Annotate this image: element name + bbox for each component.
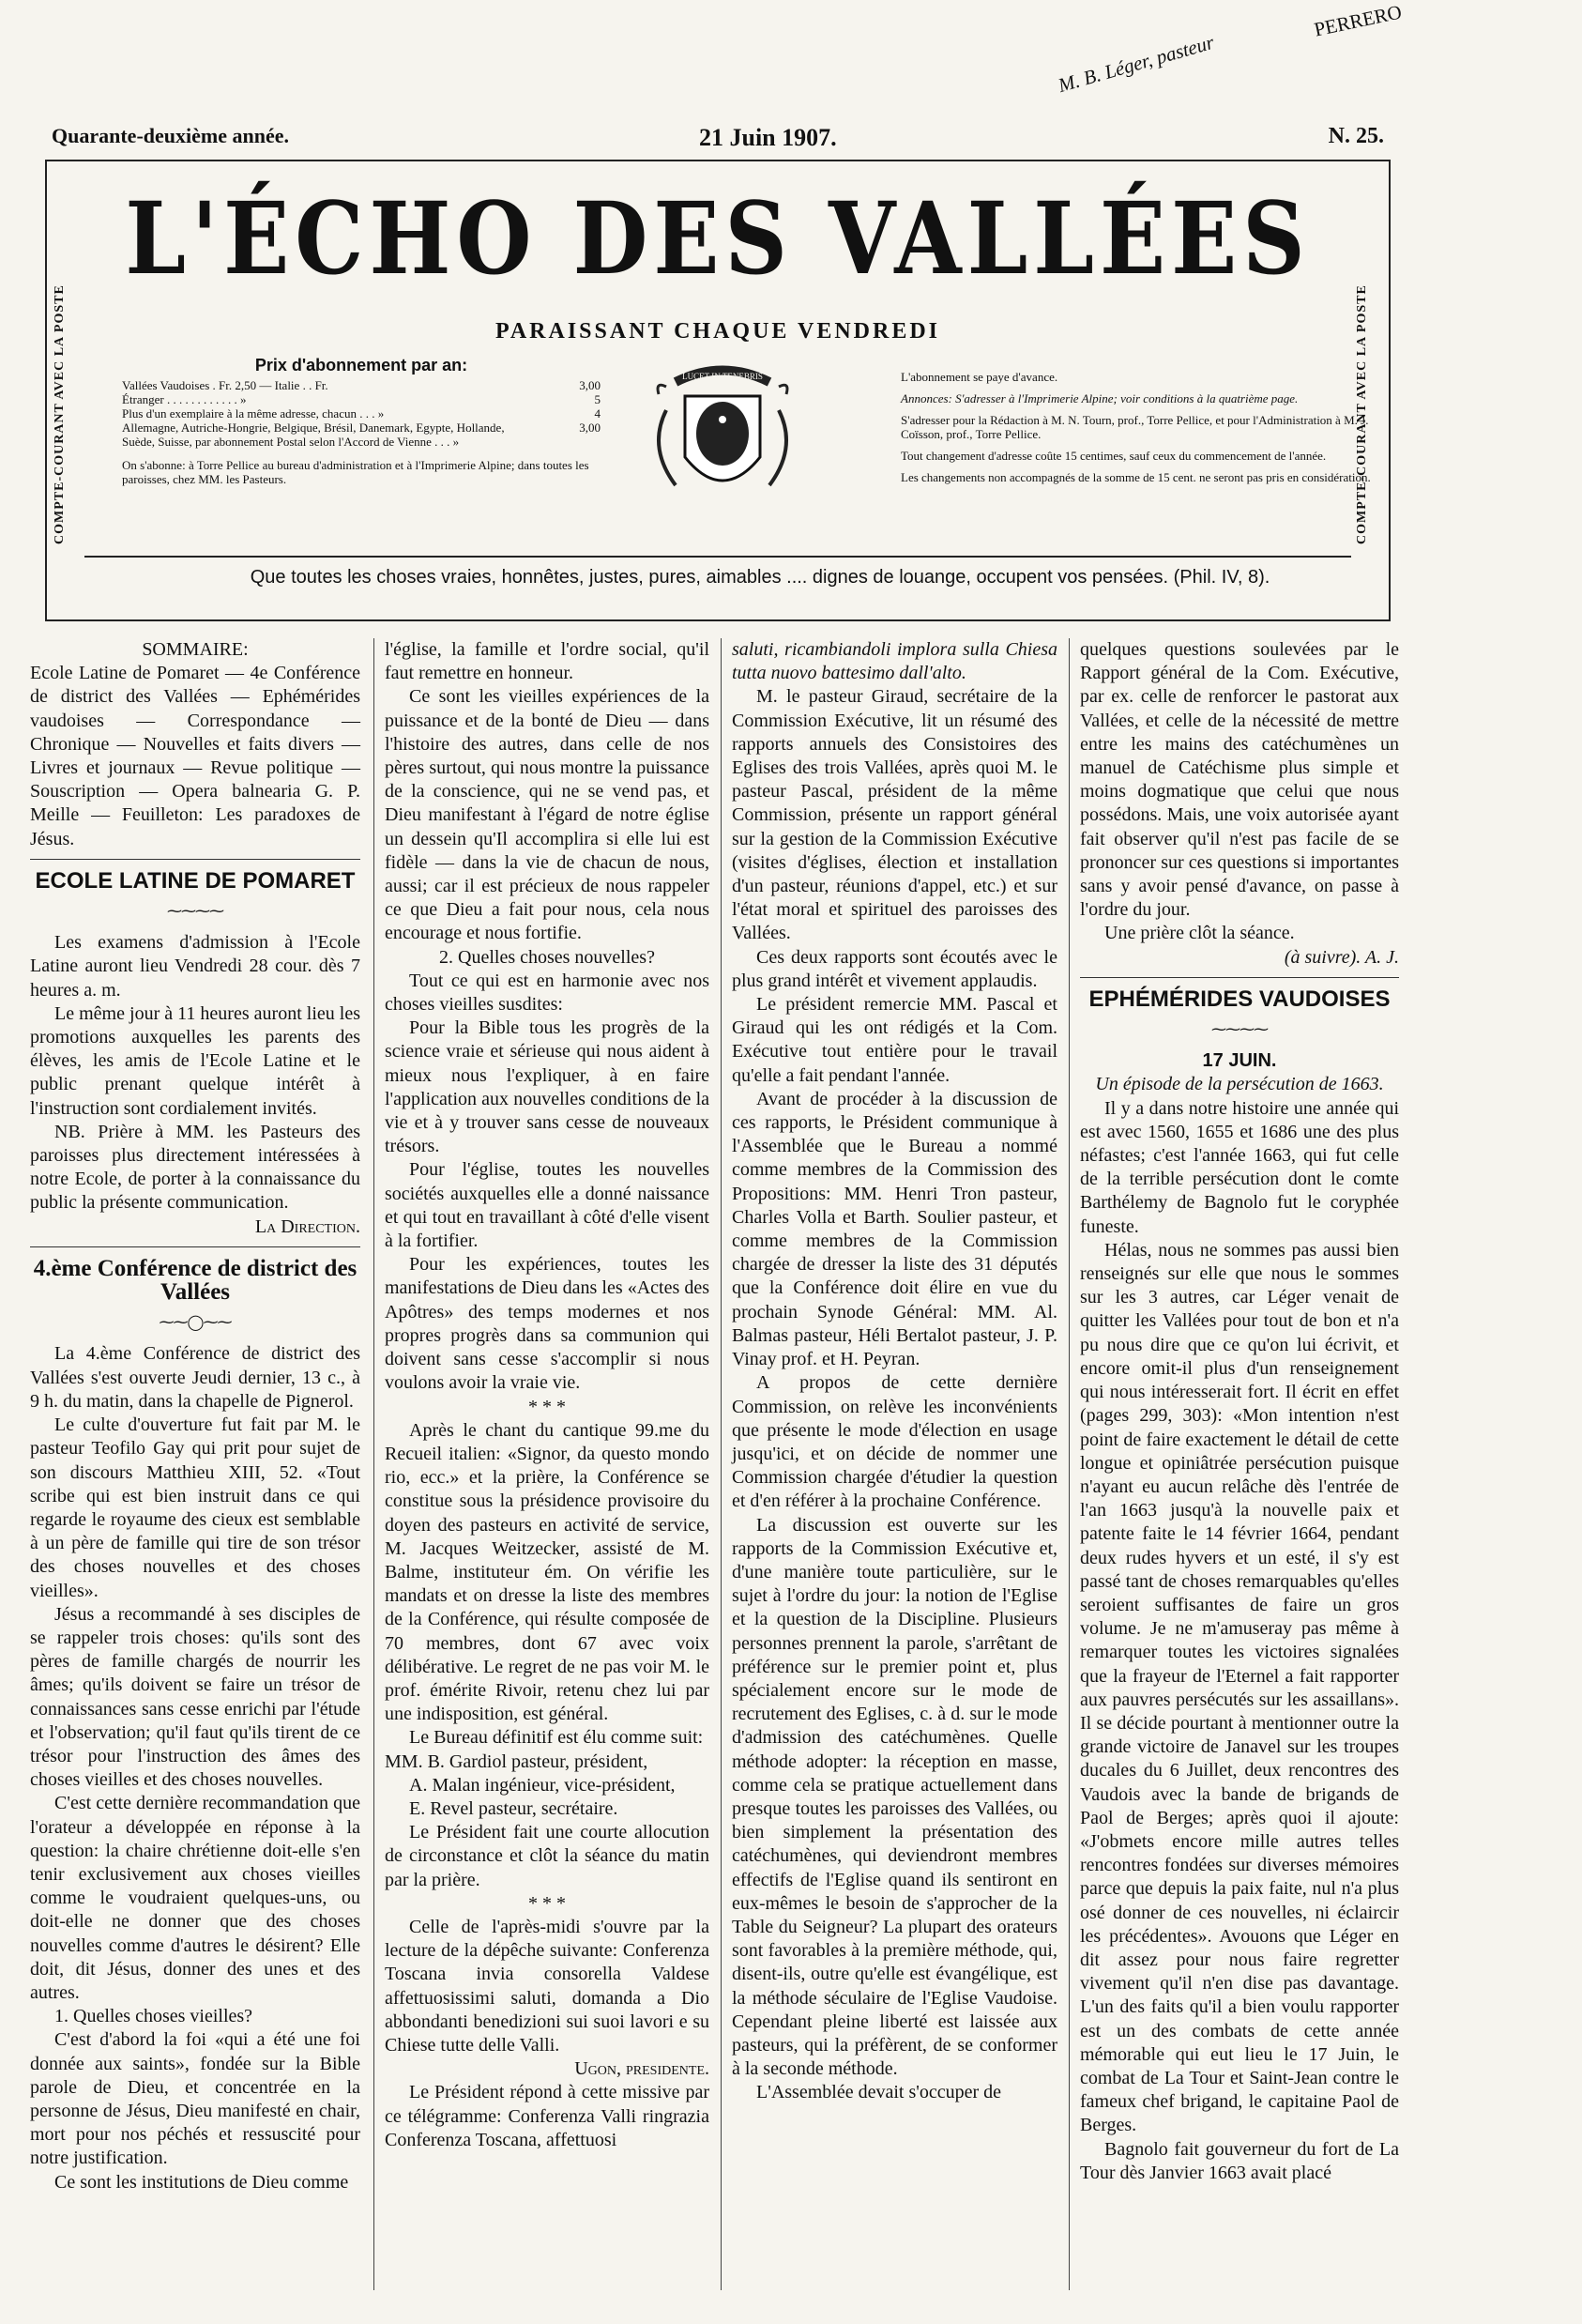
- motto: Que toutes les choses vraies, honnêtes, justes, pures, aimables .... dignes de louange, occupent vos pensées. (Phil. IV, 8).: [250, 567, 1270, 588]
- issue-number: N. 25.: [1328, 124, 1384, 148]
- paragraph: C'est cette dernière recommandation que l'orateur a développée en réponse à la question: la chaire chrétienne doit-elle s'en tenir exclusivement aux choses vieilles comme le voudraient quelques-uns, ou doit-elle ne donner que des choses nouvelles comme d'autres le désirent? Elle doit, dit Jésus, donner des unes et des autres.: [30, 1793, 360, 2003]
- column-2: [385, 638, 709, 2152]
- info-line: L'abonnement se paye d'avance.: [901, 370, 1058, 384]
- ornament: ⁓⁓⁓⁓: [1211, 1022, 1268, 1039]
- paragraph: Le président remercie MM. Pascal et Giraud qui les ont rédigés et la Com. Exécutive tout entière pour le travail qu'elle a fait pendant l'année.: [732, 994, 1057, 1086]
- year-label: Quarante-deuxième année.: [52, 124, 289, 147]
- tagline: PARAISSANT CHAQUE VENDREDI: [494, 319, 941, 344]
- separator-stars: * * *: [528, 1396, 566, 1417]
- column-rule: [721, 638, 722, 2290]
- paragraph: Les examens d'admission à l'Ecole Latine auront lieu Vendredi 28 cour. dès 7 heures a. m.: [30, 932, 360, 1001]
- section-heading: ECOLE LATINE DE POMARET: [35, 867, 356, 894]
- paragraph: Ce sont les institutions de Dieu comme: [54, 2171, 349, 2193]
- paragraph: Jésus a recommandé à ses disciples de se rappeler trois choses: qu'ils sont des pères de famille chargés de nourrir les âmes; qu'ils doivent se faire un trésor de connaissances sans cesse enrichi par l'étude et l'observation; qu'il faut qu'ils tirent de ce trésor pour l'instruction des âmes des choses vieilles et des choses nouvelles.: [30, 1603, 360, 1791]
- price-row: Vallées Vaudoises . Fr. 2,50 — Italie . . Fr. 3,00: [122, 378, 601, 392]
- divider: [1080, 977, 1399, 978]
- bureau-line: MM. B. Gardiol pasteur, président,: [385, 1751, 648, 1772]
- signature: Ugon, presidente.: [574, 2058, 709, 2080]
- column-1: [30, 638, 360, 2194]
- ornament: ⁓⁓⁓⁓: [167, 904, 223, 921]
- ornament: ⁓⁓◯⁓⁓: [159, 1315, 232, 1332]
- bureau-line: E. Revel pasteur, secrétaire.: [409, 1797, 618, 1819]
- newspaper-title: L'ÉCHO DES VALLÉES: [125, 179, 1311, 298]
- price-row: Allemagne, Autriche-Hongrie, Belgique, Brésil, Danemark, Egypte, Hollande, Suède, Suisse, par abonnement Postal selon l'Accord de Vienne . . . » 3,00: [122, 420, 601, 449]
- crest-motto: LUCET IN TENEBRIS: [682, 372, 763, 381]
- side-text-right: COMPTE-COURANT AVEC LA POSTE: [1355, 284, 1369, 545]
- section-heading: EPHÉMÉRIDES VAUDOISES: [1088, 986, 1391, 1012]
- section-heading: 4.ème Conférence de district des Vallées: [33, 1255, 357, 1306]
- paragraph: 2. Quelles choses nouvelles?: [439, 946, 655, 968]
- paragraph: Une prière clôt la séance.: [1104, 923, 1295, 944]
- signature: (à suivre). A. J.: [1284, 946, 1399, 968]
- masthead-box: [45, 160, 1391, 621]
- divider: [84, 556, 1351, 558]
- issue-date: 21 Juin 1907.: [699, 124, 837, 151]
- paragraph: quelques questions soulevées par le Rapport général de la Com. Exécutive, par ex. celle de renforcer le pastorat aux Vallées, et celle de la nécessité de mettre entre les mains des catéchumènes un manuel de Catéchisme plus simple et moins dogmatique que celui que nous possédons. Mais, une voix autorisée ayant fait observer qu'il n'est pas facile de se prononcer sur ces questions si importantes sans y avoir pensé d'avance, on passe à l'ordre du jour.: [1080, 639, 1399, 921]
- bureau-line: A. Malan ingénieur, vice-président,: [409, 1774, 676, 1796]
- paragraph: La discussion est ouverte sur les rapports de la Commission Exécutive et, d'une manière toute particulière, sur le sujet à l'ordre du jour: la notion de l'Eglise et la question de la Discipline. Plusieurs personnes prennent la parole, s'arrêtant de préférence sur le premier point et, plus spécialement encore sur le mode de recrutement des Eglises, c. à d. sur le mode d'admission des catéchumènes. Quelle méthode adopter: la réception en masse, comme cela se pratique actuellement dans presque toutes les paroisses des Vallées, ou bien simplement la présentation des catéchumènes, qui deviendront membres effectifs de l'Eglise quand ils sentiront en eux-mêmes le besoin de s'approcher de la Table du Seigneur? La plupart des orateurs sont favorables à la première méthode, qui, disent-ils, outre qu'elle est évangélique, est la méthode séculaire de l'Eglise Vaudoise. Cependant pleine liberté est laissée aux pasteurs, qui la préfèrent, de se conformer à la seconde méthode.: [732, 1514, 1057, 2080]
- signature: La Direction.: [254, 1216, 360, 1237]
- info-line: S'adresser pour la Rédaction à M. N. Tourn, prof., Torre Pellice, et pour l'Administration à M. J. Coïsson, prof., Torre Pellice.: [901, 413, 1369, 441]
- paragraph: Le Président répond à cette missive par ce télégramme: Conferenza Valli ringrazia Conferenza Toscana, affettuosi: [385, 2082, 709, 2150]
- column-4: [1080, 638, 1399, 2185]
- paragraph: Le Président fait une courte allocution de circonstance et clôt la séance du matin par la prière.: [385, 1822, 709, 1890]
- subscription-prices: [122, 356, 601, 486]
- paragraph: NB. Prière à MM. les Pasteurs des paroisses plus directement intéressées à notre Ecole, de porter à la connaissance du public la présente communication.: [30, 1121, 360, 1214]
- paragraph: Bagnolo fait gouverneur du fort de La Tour dès Janvier 1663 avait placé: [1080, 2138, 1399, 2183]
- price-row: Plus d'un exemplaire à la même adresse, chacun . . . » 4: [122, 406, 601, 420]
- prices-title: Prix d'abonnement par an:: [254, 356, 468, 375]
- divider: [30, 859, 360, 860]
- paragraph: Celle de l'après-midi s'ouvre par la lecture de la dépêche suivante: Conferenza Toscana invia consorella Valdese affettuosissimi saluti, domanda a Dio abbondanti benedizioni sui suoi lavori e su Chiese tutte delle Valli.: [385, 1916, 709, 2056]
- paragraph: l'église, la famille et l'ordre social, qu'il faut remettre en honneur.: [385, 639, 709, 684]
- paragraph: L'Assemblée devait s'occuper de: [756, 2082, 1001, 2103]
- info-line: Tout changement d'adresse coûte 15 centimes, sauf ceux du commencement de l'année.: [901, 449, 1327, 463]
- column-rule: [1069, 638, 1070, 2290]
- column-3: [732, 638, 1057, 2105]
- divider: [30, 1246, 360, 1247]
- paragraph: Hélas, nous ne sommes pas aussi bien renseignés sur elle que nous le sommes sur les 3 autres, car Léger venait de quitter les Vallées pour tout de bon et n'a pu nous dire que ce qu'on lui écrivit, et encore omit-il plus d'un renseignement qui nous intéresserait fort. Il écrit en effet (pages 299, 303): «Mon intention n'est point de faire exactement le détail de cette longue et opiniâtrée persécution puisque n'ayant eu aucun relâche dès l'entrée de l'an 1663 jusqu'à la nouvelle paix et patente faite le 14 février 1664, pendant deux rudes hyvers et un esté, il s'y est passé tant de choses remarquables qu'elles seroient suffisantes de faire un gros volume. Je ne m'amuseray pas même à remarquer toutes les victoires signalées que la frayeur de l'Eternel a fait rapporter aux pauvres persécutés sur les assaillans». Il se décide pourtant à mentionner outre la grande victoire de Janavel sur les troupes ducales du 6 Juillet, deux rencontres des Vaudois avec la bande de brigands de Paol de Berges; après quoi il ajoute: «J'obmets encore mille autres telles rencontres fondées sur diverses mémoires parce que depuis la paix faite, nul n'a plus osé donner de ces nouvelles, ni éclaircir les précédentes». Avouons que Léger en dit assez pour nous faire regretter vivement qu'il n'en dise pas davantage. L'un des faits qu'il a bien voulu rapporter est un des combats de cette année mémorable qui eut lieu le 17 Juin, le combat de La Tour et Saint-Jean contre le fameux chef brigand, le capitaine Paol de Berges.: [1080, 1239, 1399, 2136]
- paragraph: 1. Quelles choses vieilles?: [54, 2006, 253, 2027]
- date-heading: 17 JUIN.: [1202, 1050, 1277, 1072]
- paragraph: La 4.ème Conférence de district des Vallées s'est ouverte Jeudi dernier, 13 c., à 9 h. du matin, dans la chapelle de Pignerol.: [30, 1343, 360, 1412]
- paragraph: Le Bureau définitif est élu comme suit:: [409, 1727, 704, 1749]
- info-line: Les changements non accompagnés de la somme de 15 cent. ne seront pas pris en considération.: [901, 470, 1371, 484]
- prices-note: On s'abonne: à Torre Pellice au bureau d'administration et à l'Imprimerie Alpine; dans toutes les paroisses, chez MM. les Pasteurs.: [122, 458, 589, 486]
- separator-stars: * * *: [528, 1892, 566, 1914]
- crest-emblem: [638, 354, 807, 513]
- paragraph: Tout ce qui est en harmonie avec nos choses vieilles susdites:: [385, 970, 709, 1016]
- stamp-text: PERRERO: [1312, 0, 1404, 41]
- paragraph: Après le chant du cantique 99.me du Recueil italien: «Signor, da questo mondo rio, ecc.» et la prière, la Conférence se constitue sous la présidence provisoire du doyen des pasteurs en activité de service, M. Jacques Weitzecker, assisté de M. Balme, instituteur ém. On vérifie les mandats et on dresse la liste des membres de la Conférence, qui résulte composée de 70 membres, dont 67 avec voix délibérative. Le regret de ne pas voir M. le prof. émérite Rivoir, retenu chez lui par une indisposition, est général.: [385, 1419, 709, 1725]
- paragraph: M. le pasteur Giraud, secrétaire de la Commission Exécutive, lit un résumé des rapports annuels des Consistoires des Eglises des trois Vallées, après quoi M. le pasteur Pascal, président de la même Commission, présente un rapport général sur la gestion de la Commission Exécutive (visites d'églises, élection et installation d'un pasteur, réunions d'appel, etc.) et sur l'état moral et spirituel des paroisses des Vallées.: [732, 686, 1057, 944]
- paragraph: saluti, ricambiandoli implora sulla Chiesa tutta nuovo battesimo dall'alto.: [732, 639, 1057, 684]
- paragraph: C'est d'abord la foi «qui a été une foi donnée aux saints», fondée sur la Bible parole de Dieu, et concentrée en la personne de Jésus, Dieu manifesté en chair, mort pour nos péchés et ressuscité pour notre justification.: [30, 2029, 360, 2169]
- paragraph: Pour la Bible tous les progrès de la science vraie et sérieuse qui nous aident à mieux nous l'expliquer, à en faire l'application aux nouvelles conditions de la vie et à y trouver sans cesse de nouveaux trésors.: [385, 1017, 709, 1157]
- admin-info: [901, 370, 1379, 492]
- column-rule: [373, 638, 374, 2290]
- paragraph: Pour l'église, toutes les nouvelles sociétés auxquelles elle a donné naissance et qui tout en travaillant à côté d'elle visent à la fortifier.: [385, 1159, 709, 1252]
- paragraph: Le culte d'ouverture fut fait par M. le pasteur Teofilo Gay qui prit pour sujet de son discours Matthieu XIII, 52. «Tout scribe qui est bien instruit dans ce qui regarde le royaume des cieux est semblable à un père de famille qui tire de son trésor des choses nouvelles et des choses vieilles».: [30, 1414, 360, 1601]
- issue-line: [52, 124, 1384, 161]
- paragraph: A propos de cette dernière Commission, on relève les inconvénients que présente le mode d'élection en usage jusqu'ici, et on décide de nommer une Commission chargée d'étudier la question et d'en référer à la prochaine Conférence.: [732, 1372, 1057, 1512]
- paragraph: Pour les expériences, toutes les manifestations de Dieu dans les «Actes des Apôtres» des temps modernes et nos propres progrès dans sa communion qui doivent sans cesse s'accomplir si nous voulons avoir la vraie vie.: [385, 1254, 709, 1394]
- handwritten-annotation: M. B. Léger, pasteur: [1056, 30, 1217, 98]
- paragraph: Il y a dans notre histoire une année qui est avec 1560, 1655 et 1686 une des plus néfastes; c'est l'année 1663, qui fut celle de la terrible persécution dont le comte Barthélemy de Bagnolo fut le coryphée funeste.: [1080, 1097, 1399, 1237]
- side-text-left: COMPTE-COURANT AVEC LA POSTE: [53, 284, 67, 545]
- price-row: Étranger . . . . . . . . . . . . » 5: [122, 392, 601, 406]
- summary-title: SOMMAIRE:: [142, 639, 249, 660]
- paragraph: Ces deux rapports sont écoutés avec le plus grand intérêt et vivement applaudis.: [732, 946, 1057, 991]
- subheading: Un épisode de la persécution de 1663.: [1095, 1074, 1384, 1095]
- paragraph: Ce sont les vieilles expériences de la puissance et de la bonté de Dieu — dans l'histoire des autres, dans celle de nos pères surtout, qui nous montre la puissance de la conscience, qui ne se vend pas, et Dieu manifestant à l'égard de notre église un dessein qu'Il accomplira si elle lui est fidèle — dans la vie de chacun de nous, aussi; car il est précieux de nous rappeler ce que Dieu a fait pour nous, cela nous encourage et nous fortifie.: [385, 686, 709, 944]
- summary-text: Ecole Latine de Pomaret — 4e Conférence de district des Vallées — Ephémérides vaudoises — Correspondance — Chronique — Nouvelles et faits divers — Livres et journaux — Revue politique — Souscription — Opera balnearia G. P. Meille — Feuilleton: Les paradoxes de Jésus.: [30, 663, 360, 849]
- paragraph: Avant de procéder à la discussion de ces rapports, le Président communique à l'Assemblée que le Bureau a nommé comme membres de la Commission des Propositions: MM. Henri Tron pasteur, Charles Volla et Barth. Soulier pasteur, et comme membres de la Commission chargée de dresser la liste des 31 députés que la Conférence doit élire en vue du prochain Synode Général: MM. Al. Balmas pasteur, Héli Bertalot pasteur, J. P. Vinay prof. et H. Peyran.: [732, 1088, 1057, 1370]
- paragraph: Le même jour à 11 heures auront lieu les promotions auxquelles les parents des élèves, les amis de l'Ecole Latine et le public prenant quelque intérêt à l'instruction sont cordialement invités.: [30, 1002, 360, 1119]
- info-line: Annonces: S'adresser à l'Imprimerie Alpine; voir conditions à la quatrième page.: [901, 391, 1299, 405]
